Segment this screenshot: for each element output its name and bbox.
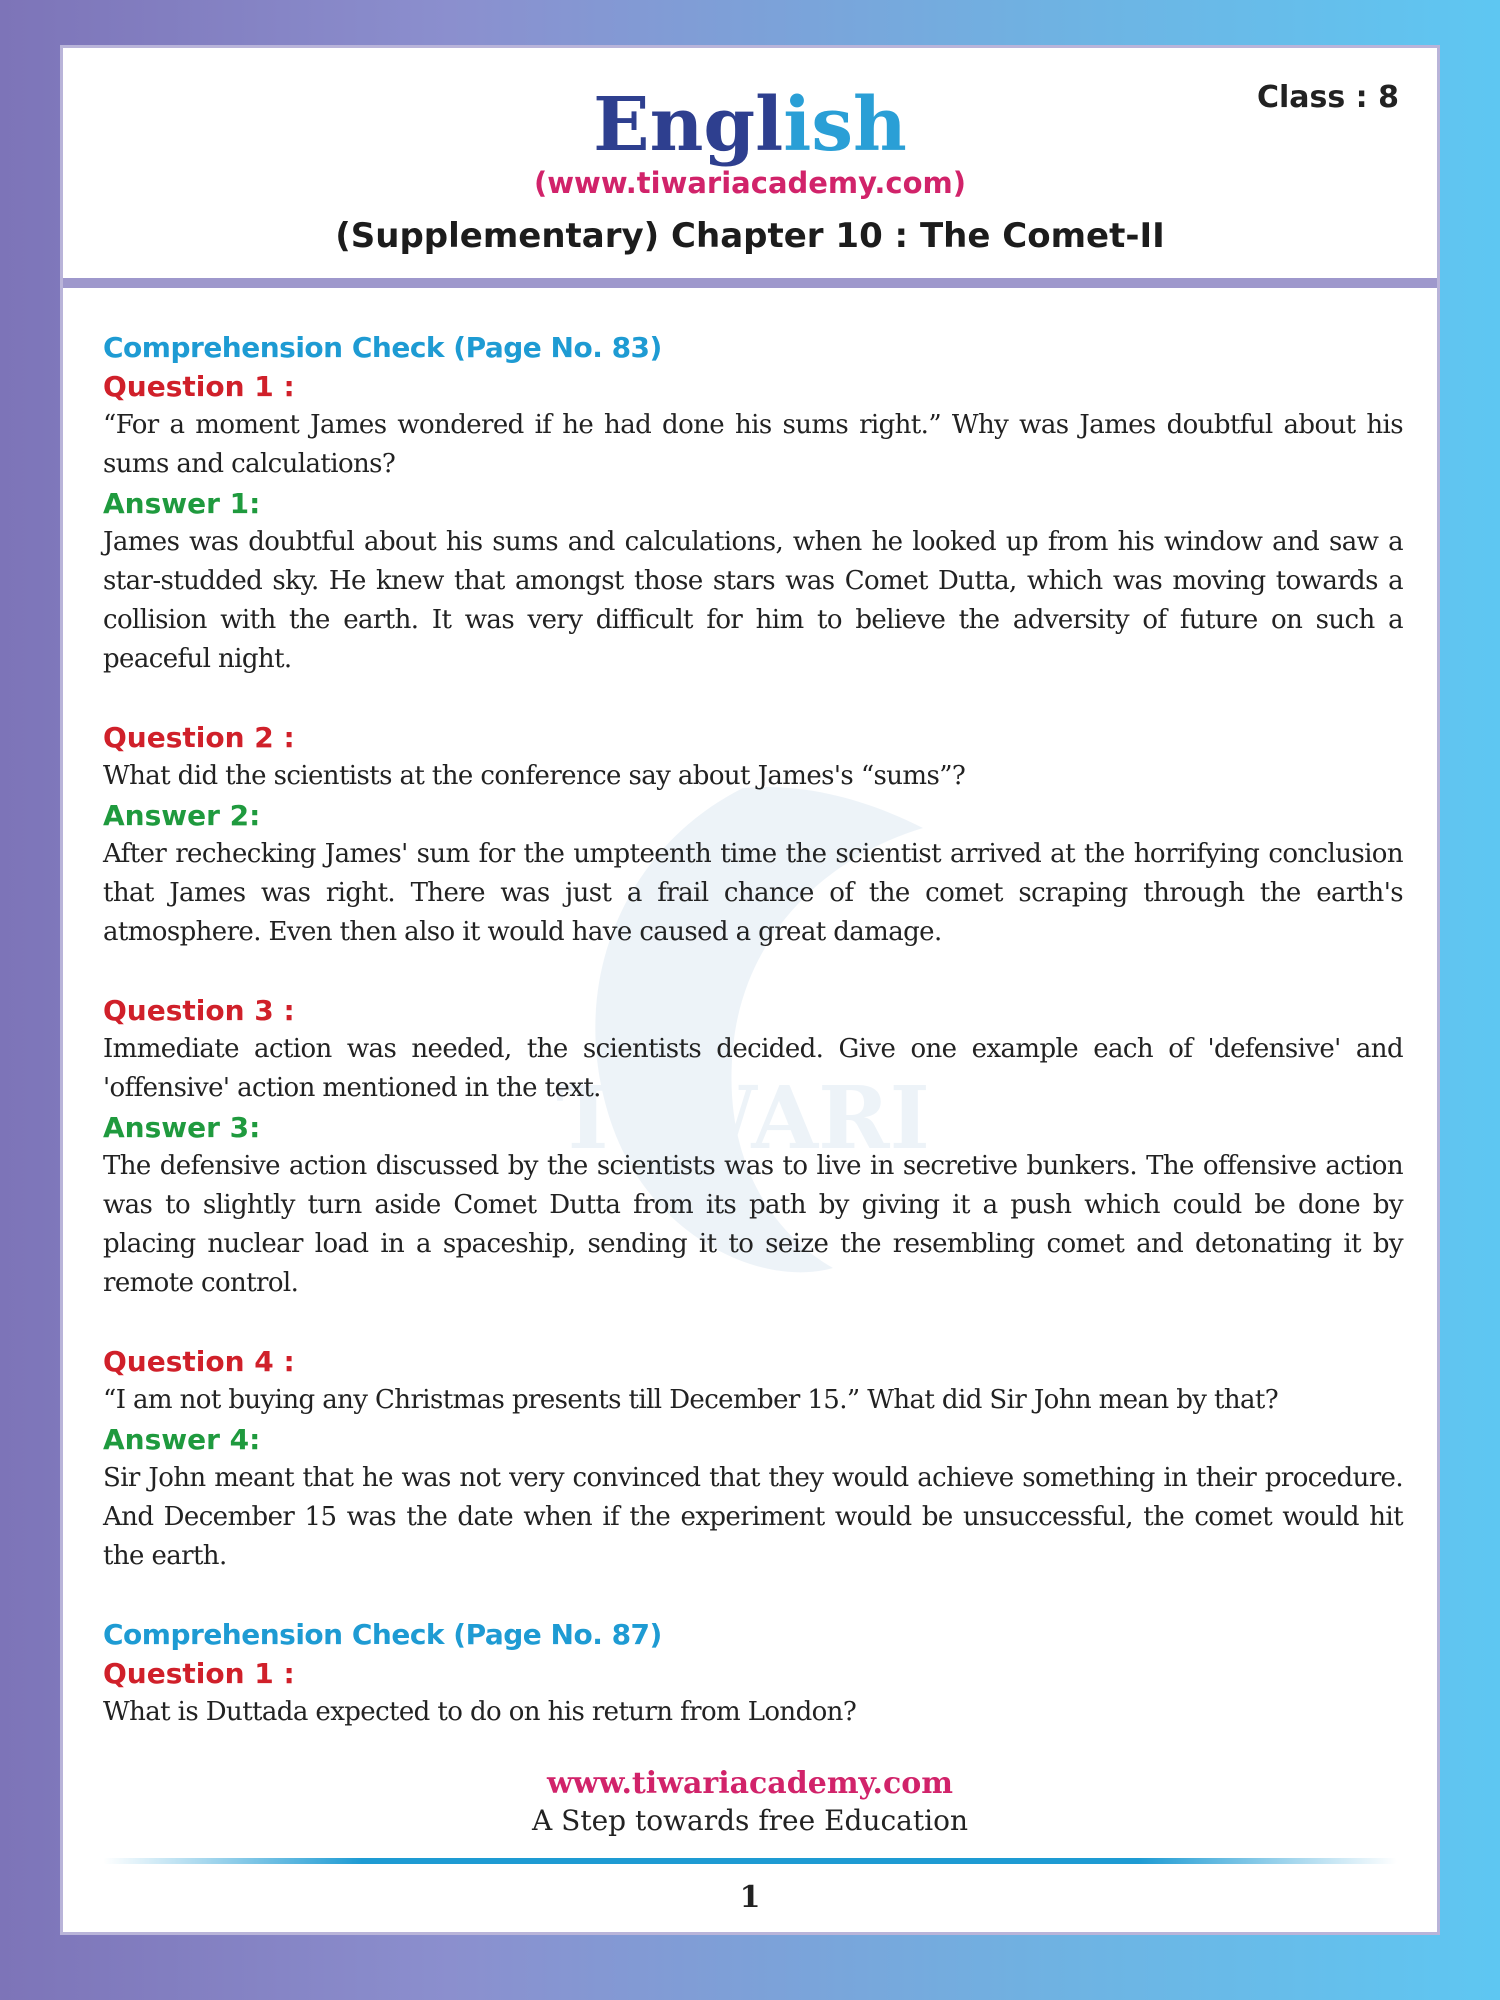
class-label: Class : 8 <box>1256 80 1399 115</box>
question-text: “For a moment James wondered if he had done his sums right.” Why was James doubtful about his sums and calculations? <box>103 410 1403 479</box>
subject-title-part2: ish <box>783 82 907 168</box>
subject-title-part1: Engl <box>593 82 784 168</box>
qa-block-5 <box>103 1654 1403 1732</box>
answer-label: Answer 4: <box>103 1423 261 1456</box>
footer-site-link[interactable]: www.tiwariacademy.com <box>546 1766 954 1801</box>
question-text: What did the scientists at the conference say about James's “sums”? <box>103 761 966 791</box>
question-label: Question 2 : <box>103 721 295 754</box>
footer-divider <box>103 1858 1397 1864</box>
question-label: Question 1 : <box>103 1657 295 1690</box>
answer-label: Answer 3: <box>103 1111 261 1144</box>
worksheet-page <box>60 45 1440 1935</box>
page-header <box>63 48 1437 280</box>
watermark-text: TIWARI <box>556 1068 930 1169</box>
answer-text: The defensive action discussed by the scientists was to live in secretive bunkers. The offensive action was to slightly turn aside Comet Dutta from its path by giving it a push which could be done by placing nuclear load in a spaceship, sending it to seize the resembling comet and detonating it by remote control. <box>103 1151 1403 1298</box>
spacer <box>103 952 1403 991</box>
section-heading-page-87: Comprehension Check (Page No. 87) <box>103 1618 662 1651</box>
qa-block-2 <box>103 718 1403 952</box>
answer-text: James was doubtful about his sums and calculations, when he looked up from his window and saw a star-studded sky. He knew that amongst those stars was Comet Dutta, which was moving towards a collision with the earth. It was very difficult for him to believe the adversity of future on such a peaceful night. <box>103 527 1403 674</box>
qa-block-3 <box>103 991 1403 1303</box>
chapter-title: (Supplementary) Chapter 10 : The Comet-II <box>335 216 1165 256</box>
header-divider <box>63 278 1437 288</box>
spacer <box>103 1303 1403 1342</box>
question-text: Immediate action was needed, the scientists decided. Give one example each of 'defensive' and 'offensive' action mentioned in the text. <box>103 1034 1403 1103</box>
spacer <box>103 679 1403 718</box>
question-label: Question 1 : <box>103 370 295 403</box>
question-text: “I am not buying any Christmas presents till December 15.” What did Sir John mean by that? <box>103 1385 1279 1415</box>
qa-block-1 <box>103 367 1403 679</box>
header-site-link[interactable]: (www.tiwariacademy.com) <box>533 166 966 200</box>
qa-block-4 <box>103 1342 1403 1576</box>
answer-label: Answer 1: <box>103 487 261 520</box>
section-heading-page-83: Comprehension Check (Page No. 83) <box>103 331 662 364</box>
question-text: What is Duttada expected to do on his return from London? <box>103 1697 857 1727</box>
answer-label: Answer 2: <box>103 799 261 832</box>
subject-title <box>63 82 1437 168</box>
answer-text: After rechecking James' sum for the umpteenth time the scientist arrived at the horrifying conclusion that James was right. There was just a frail chance of the comet scraping through the earth's atmosphere. Even then also it would have caused a great damage. <box>103 839 1403 947</box>
footer-tagline: A Step towards free Education <box>532 1804 968 1837</box>
question-label: Question 3 : <box>103 994 295 1027</box>
page-number: 1 <box>739 1880 761 1915</box>
main-content <box>103 328 1403 1732</box>
spacer <box>103 1576 1403 1615</box>
question-label: Question 4 : <box>103 1345 295 1378</box>
answer-text: Sir John meant that he was not very convinced that they would achieve something in their procedure. And December 15 was the date when if the experiment would be unsuccessful, the comet would hit the earth. <box>103 1463 1403 1571</box>
